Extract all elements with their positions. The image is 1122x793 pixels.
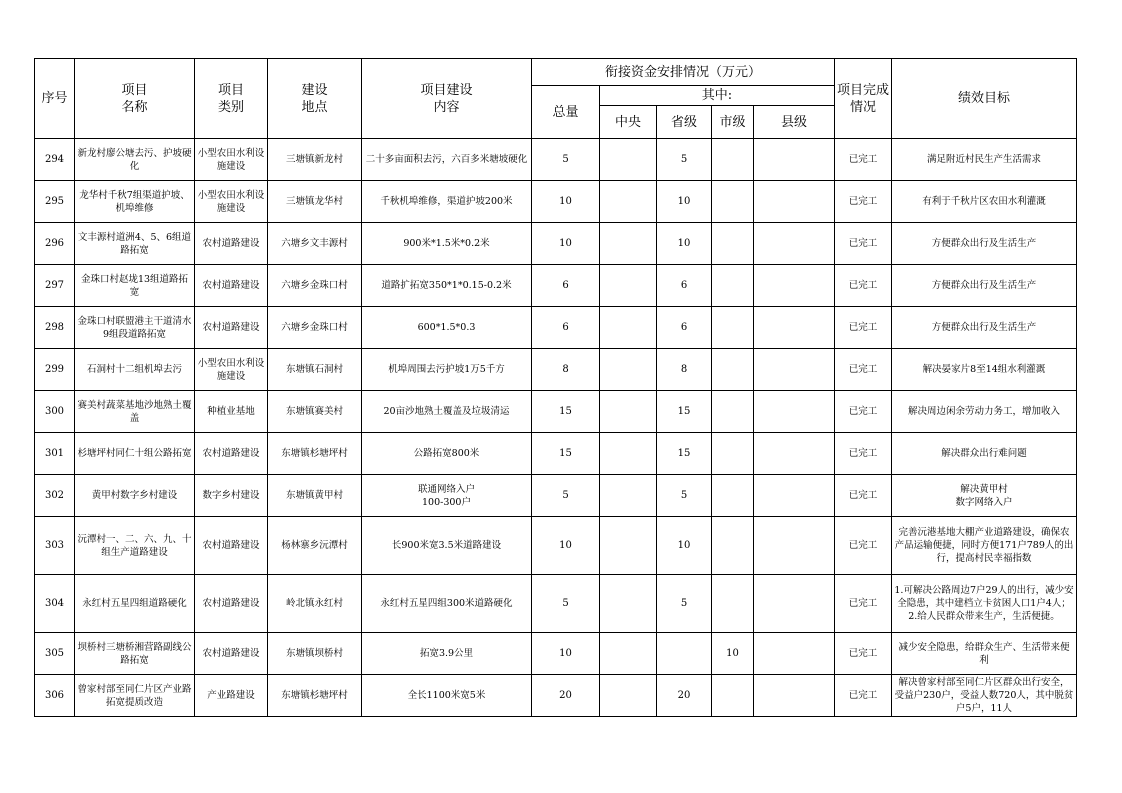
cell-completion: 已完工: [835, 517, 892, 575]
cell-total: 15: [532, 391, 600, 433]
cell-completion: 已完工: [835, 475, 892, 517]
cell-total: 5: [532, 475, 600, 517]
cell-total: 20: [532, 675, 600, 717]
cell-central: [600, 181, 657, 223]
cell-provincial: 5: [657, 475, 712, 517]
cell-seq: 304: [35, 575, 75, 633]
cell-city: [712, 517, 754, 575]
cell-seq: 305: [35, 633, 75, 675]
cell-total: 10: [532, 517, 600, 575]
cell-completion: 已完工: [835, 433, 892, 475]
table-row: [35, 181, 1077, 223]
cell-category: 农村道路建设: [195, 265, 268, 307]
cell-name: 沅潭村一、二、六、九、十组生产道路建设: [75, 517, 195, 575]
cell-location: 东塘镇石洞村: [268, 349, 362, 391]
cell-performance: 方便群众出行及生活生产: [892, 307, 1077, 349]
cell-content: 二十多亩面积去污，六百多米塘坡硬化: [362, 139, 532, 181]
table-row: [35, 223, 1077, 265]
table-row: [35, 265, 1077, 307]
cell-central: [600, 349, 657, 391]
table-row: [35, 433, 1077, 475]
cell-provincial: 10: [657, 181, 712, 223]
cell-total: 10: [532, 181, 600, 223]
cell-city: [712, 223, 754, 265]
table-row: [35, 517, 1077, 575]
cell-category: 数字乡村建设: [195, 475, 268, 517]
cell-seq: 298: [35, 307, 75, 349]
cell-completion: 已完工: [835, 181, 892, 223]
cell-name: 黄甲村数字乡村建设: [75, 475, 195, 517]
cell-performance: 解决曾家村部至同仁片区群众出行安全，受益户230户，受益人数720人，其中脱贫户5户，11人: [892, 675, 1077, 717]
cell-city: [712, 307, 754, 349]
cell-performance: 方便群众出行及生活生产: [892, 223, 1077, 265]
cell-provincial: 5: [657, 575, 712, 633]
cell-central: [600, 517, 657, 575]
cell-central: [600, 265, 657, 307]
cell-category: 小型农田水利设施建设: [195, 181, 268, 223]
cell-performance: 有利于千秋片区农田水利灌溉: [892, 181, 1077, 223]
cell-provincial: 15: [657, 433, 712, 475]
header-of-which: 其中:: [600, 86, 835, 106]
cell-performance: 满足附近村民生产生活需求: [892, 139, 1077, 181]
cell-total: 5: [532, 575, 600, 633]
cell-location: 六塘乡文丰源村: [268, 223, 362, 265]
cell-county: [754, 633, 835, 675]
cell-provincial: 20: [657, 675, 712, 717]
header-seq: 序号: [35, 59, 75, 139]
cell-performance: 解决黄甲村 数字网络入户: [892, 475, 1077, 517]
cell-name: 石洞村十二组机埠去污: [75, 349, 195, 391]
cell-provincial: 6: [657, 265, 712, 307]
cell-seq: 302: [35, 475, 75, 517]
cell-content: 长900米宽3.5米道路建设: [362, 517, 532, 575]
cell-performance: 解决晏家片8至14组水利灌溉: [892, 349, 1077, 391]
cell-county: [754, 475, 835, 517]
cell-completion: 已完工: [835, 265, 892, 307]
cell-county: [754, 391, 835, 433]
cell-content: 道路扩拓宽350*1*0.15-0.2米: [362, 265, 532, 307]
table-row: [35, 633, 1077, 675]
cell-category: 农村道路建设: [195, 575, 268, 633]
cell-name: 永红村五星四组道路硬化: [75, 575, 195, 633]
cell-central: [600, 139, 657, 181]
cell-name: 新龙村廖公塘去污、护坡硬化: [75, 139, 195, 181]
header-central: 中央: [600, 106, 657, 139]
cell-name: 曾家村部至同仁片区产业路拓宽提质改造: [75, 675, 195, 717]
table-row: [35, 575, 1077, 633]
cell-completion: 已完工: [835, 349, 892, 391]
cell-location: 三塘镇新龙村: [268, 139, 362, 181]
cell-city: [712, 675, 754, 717]
table-body: [35, 139, 1077, 717]
cell-content: 永红村五星四组300米道路硬化: [362, 575, 532, 633]
cell-total: 10: [532, 633, 600, 675]
cell-performance: 解决群众出行难问题: [892, 433, 1077, 475]
cell-county: [754, 139, 835, 181]
cell-total: 15: [532, 433, 600, 475]
header-funding: 衔接资金安排情况（万元）: [532, 59, 835, 86]
cell-name: 金珠口村赵垅13组道路拓宽: [75, 265, 195, 307]
cell-total: 5: [532, 139, 600, 181]
cell-category: 小型农田水利设施建设: [195, 349, 268, 391]
cell-content: 联通网络入户 100-300户: [362, 475, 532, 517]
cell-name: 龙华村千秋7组渠道护坡、机埠维修: [75, 181, 195, 223]
table-row: [35, 675, 1077, 717]
cell-provincial: 10: [657, 517, 712, 575]
cell-city: [712, 475, 754, 517]
header-category: 项目 类别: [195, 59, 268, 139]
cell-location: 东塘镇杉塘坪村: [268, 675, 362, 717]
cell-content: 900米*1.5米*0.2米: [362, 223, 532, 265]
header-provincial: 省级: [657, 106, 712, 139]
cell-county: [754, 181, 835, 223]
cell-category: 农村道路建设: [195, 633, 268, 675]
cell-provincial: 15: [657, 391, 712, 433]
cell-seq: 299: [35, 349, 75, 391]
cell-seq: 300: [35, 391, 75, 433]
cell-name: 赛美村蔬菜基地沙地熟土覆盖: [75, 391, 195, 433]
header-location: 建设 地点: [268, 59, 362, 139]
header-completion: 项目完成 情况: [835, 59, 892, 139]
cell-location: 东塘镇杉塘坪村: [268, 433, 362, 475]
cell-completion: 已完工: [835, 307, 892, 349]
cell-total: 8: [532, 349, 600, 391]
table-row: [35, 307, 1077, 349]
cell-central: [600, 433, 657, 475]
cell-city: [712, 391, 754, 433]
cell-provincial: 5: [657, 139, 712, 181]
cell-total: 10: [532, 223, 600, 265]
cell-location: 东塘镇黄甲村: [268, 475, 362, 517]
cell-performance: 解决周边闲余劳动力务工，增加收入: [892, 391, 1077, 433]
cell-content: 全长1100米宽5米: [362, 675, 532, 717]
cell-county: [754, 675, 835, 717]
header-city: 市级: [712, 106, 754, 139]
cell-county: [754, 265, 835, 307]
cell-provincial: 6: [657, 307, 712, 349]
cell-category: 农村道路建设: [195, 307, 268, 349]
header-name: 项目 名称: [75, 59, 195, 139]
cell-provincial: [657, 633, 712, 675]
cell-name: 杉塘坪村同仁十组公路拓宽: [75, 433, 195, 475]
cell-central: [600, 575, 657, 633]
table-header: [35, 59, 1077, 139]
table-row: [35, 475, 1077, 517]
cell-county: [754, 307, 835, 349]
cell-category: 农村道路建设: [195, 433, 268, 475]
header-performance: 绩效目标: [892, 59, 1077, 139]
cell-central: [600, 475, 657, 517]
cell-content: 公路拓宽800米: [362, 433, 532, 475]
header-county: 县级: [754, 106, 835, 139]
table-row: [35, 391, 1077, 433]
cell-county: [754, 575, 835, 633]
cell-central: [600, 391, 657, 433]
cell-completion: 已完工: [835, 575, 892, 633]
cell-seq: 303: [35, 517, 75, 575]
header-content: 项目建设 内容: [362, 59, 532, 139]
cell-location: 三塘镇龙华村: [268, 181, 362, 223]
cell-location: 东塘镇坝桥村: [268, 633, 362, 675]
cell-location: 东塘镇赛美村: [268, 391, 362, 433]
cell-city: [712, 181, 754, 223]
cell-content: 20亩沙地熟土覆盖及垃圾清运: [362, 391, 532, 433]
cell-performance: 完善沅港基地大棚产业道路建设，确保农产品运输便捷，同时方便171户789人的出行，提高村民幸福指数: [892, 517, 1077, 575]
cell-location: 六塘乡金珠口村: [268, 307, 362, 349]
cell-seq: 306: [35, 675, 75, 717]
cell-performance: 方便群众出行及生活生产: [892, 265, 1077, 307]
cell-content: 千秋机埠维修，渠道护坡200米: [362, 181, 532, 223]
cell-location: 杨林寨乡沅潭村: [268, 517, 362, 575]
cell-central: [600, 675, 657, 717]
header-total: 总量: [532, 86, 600, 139]
cell-provincial: 10: [657, 223, 712, 265]
cell-category: 产业路建设: [195, 675, 268, 717]
cell-category: 农村道路建设: [195, 223, 268, 265]
cell-seq: 296: [35, 223, 75, 265]
cell-total: 6: [532, 265, 600, 307]
cell-content: 拓宽3.9公里: [362, 633, 532, 675]
funding-table: [34, 58, 1077, 717]
cell-city: [712, 433, 754, 475]
cell-completion: 已完工: [835, 223, 892, 265]
cell-category: 种植业基地: [195, 391, 268, 433]
cell-county: [754, 433, 835, 475]
cell-central: [600, 307, 657, 349]
cell-city: [712, 265, 754, 307]
cell-city: [712, 349, 754, 391]
cell-completion: 已完工: [835, 675, 892, 717]
cell-content: 机埠周围去污护坡1万5千方: [362, 349, 532, 391]
cell-location: 岭北镇永红村: [268, 575, 362, 633]
cell-county: [754, 517, 835, 575]
cell-central: [600, 223, 657, 265]
cell-performance: 减少安全隐患，给群众生产、生活带来便利: [892, 633, 1077, 675]
cell-city: 10: [712, 633, 754, 675]
cell-seq: 294: [35, 139, 75, 181]
cell-name: 文丰源村道洲4、5、6组道路拓宽: [75, 223, 195, 265]
table-row: [35, 139, 1077, 181]
cell-content: 600*1.5*0.3: [362, 307, 532, 349]
cell-seq: 301: [35, 433, 75, 475]
cell-completion: 已完工: [835, 139, 892, 181]
cell-performance: 1.可解决公路周边7户29人的出行，减少安全隐患，其中建档立卡贫困人口1户4人；2.给人民群众带来生产，生活便捷。: [892, 575, 1077, 633]
cell-category: 小型农田水利设施建设: [195, 139, 268, 181]
cell-location: 六塘乡金珠口村: [268, 265, 362, 307]
cell-completion: 已完工: [835, 391, 892, 433]
cell-name: 坝桥村三塘桥湘营路副线公路拓宽: [75, 633, 195, 675]
cell-county: [754, 349, 835, 391]
cell-central: [600, 633, 657, 675]
cell-provincial: 8: [657, 349, 712, 391]
cell-city: [712, 139, 754, 181]
cell-county: [754, 223, 835, 265]
cell-seq: 297: [35, 265, 75, 307]
cell-seq: 295: [35, 181, 75, 223]
cell-total: 6: [532, 307, 600, 349]
cell-completion: 已完工: [835, 633, 892, 675]
cell-name: 金珠口村联盟港主干道清水9组段道路拓宽: [75, 307, 195, 349]
table-row: [35, 349, 1077, 391]
cell-city: [712, 575, 754, 633]
cell-category: 农村道路建设: [195, 517, 268, 575]
